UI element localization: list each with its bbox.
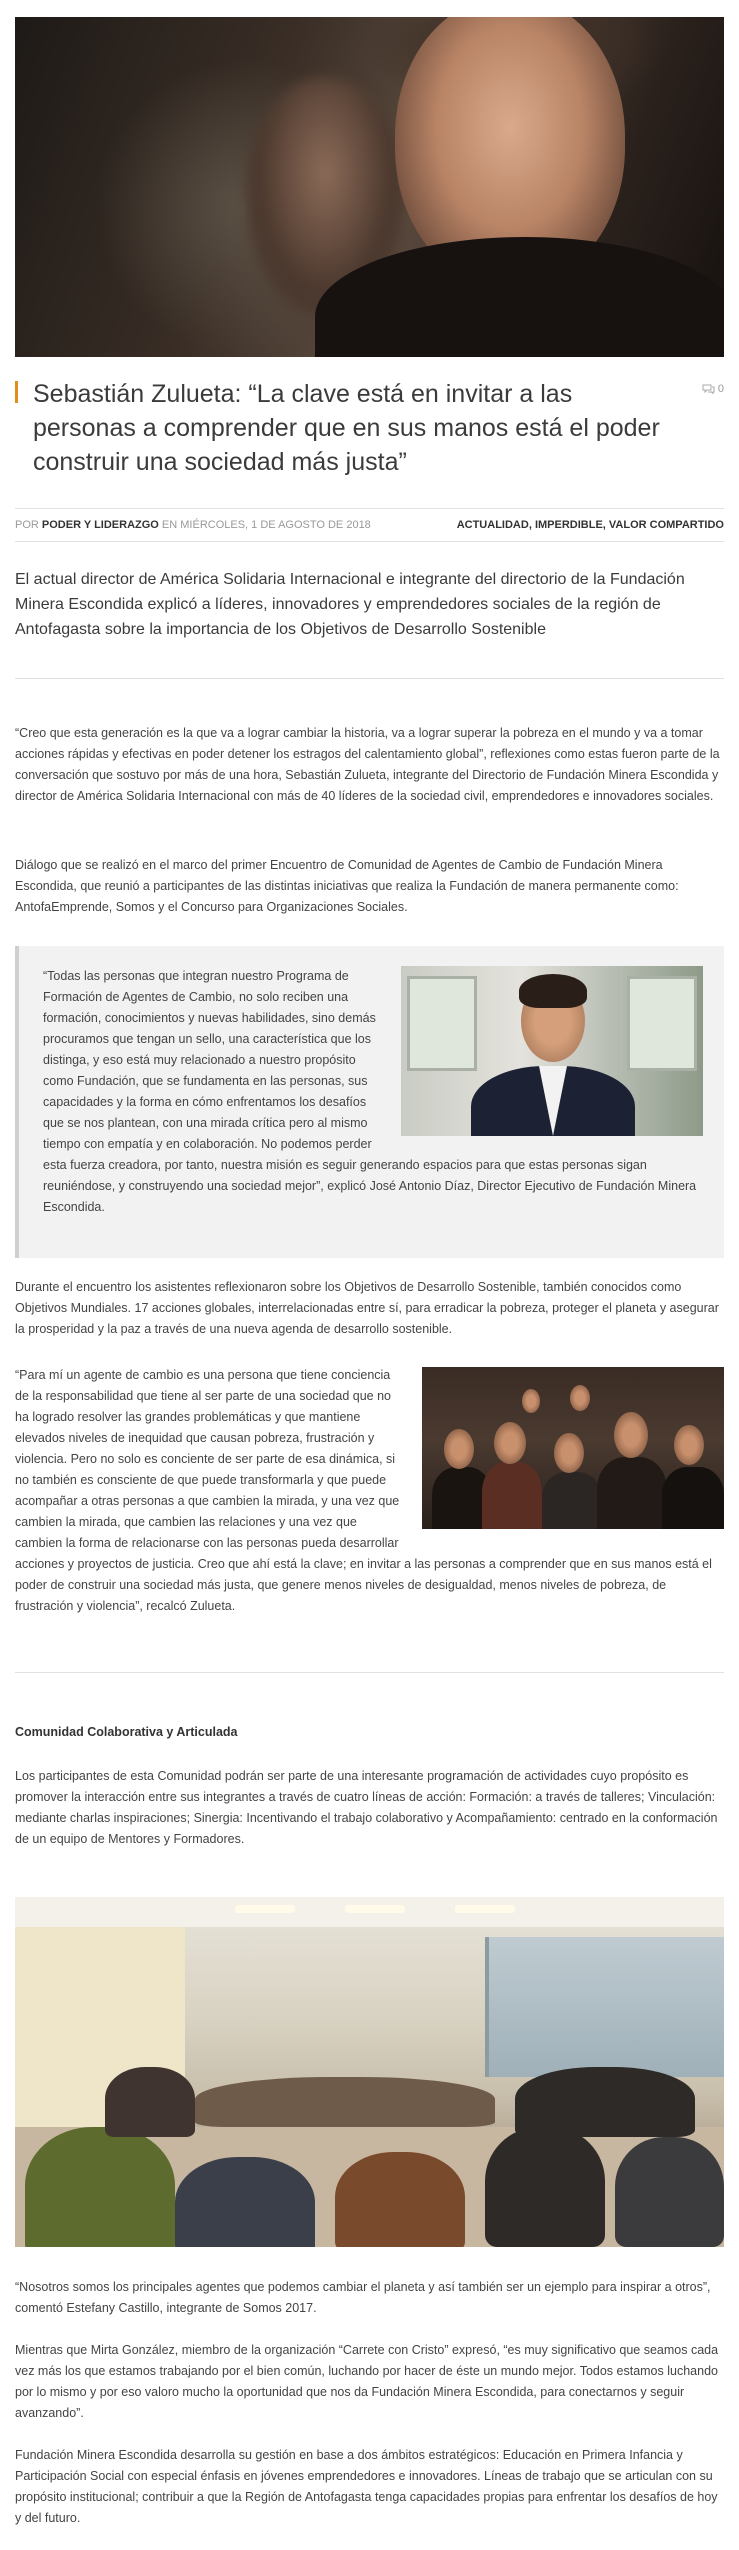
author-link[interactable]: PODER Y LIDERAZGO	[41, 519, 159, 531]
category-link[interactable]: IMPERDIBLE	[534, 519, 603, 531]
hero-photo	[15, 17, 724, 357]
comments-link[interactable]	[702, 383, 724, 395]
paragraph: Durante el encuentro los asistentes reflexionaron sobre los Objetivos de Desarrollo Sostenible, también conocidos como Objetivos Mundiales. 17 acciones globales, interrelacionadas entre sí, para erradicar la pobreza, proteger el planeta y asegurar la prosperidad y la paz a través de una nueva agenda de desarrollo sostenible.	[15, 1280, 719, 1336]
title-accent-bar	[15, 381, 18, 403]
director-photo	[401, 966, 703, 1136]
publish-date: MIÉRCOLES, 1 DE AGOSTO DE 2018	[180, 519, 371, 531]
paragraph: Los participantes de esta Comunidad podrán ser parte de una interesante programación de actividades cuyo propósito es promover la interacción entre sus integrantes a través de cuatro líneas de acción: Formación: a través de talleres; Vinculación: mediante charlas inspiraciones; Sinergia: Incentivando el trabajo colaborativo y Acompañamiento: centrado en la conformación de un equipo de Mentores y Formadores.	[15, 1769, 718, 1846]
quote-text: “Todas las personas que integran nuestro Programa de Formación de Agentes de Cambio, no solo reciben una formación, conocimientos y nuevas habilidades, sino demás procuramos que tengan un sello, una característica que los distinga, y eso está muy relacionado a nuestro propósito como Fundación, que se fundamenta en las personas, sus capacidades y la forma en cómo enfrentamos los desafíos que se nos plantean, con una mirada crítica pero al mismo tiempo con empatía y en colaboración. No podemos perder esta fuerza creadora, por tanto, nuestra misión es seguir generando espacios para que estas personas sigan reuniéndose, y construyendo una sociedad mejor”, explicó José Antonio Díaz, Director Ejecutivo de Fundación Minera Escondida.	[43, 969, 697, 1214]
byline	[15, 519, 371, 531]
blockquote	[15, 946, 724, 1258]
comments-count: 0	[717, 383, 724, 395]
paragraph: “Creo que esta generación es la que va a lograr cambiar la historia, va a lograr superar la pobreza en el mundo y va a tomar acciones rápidas y efectivas en poder detener los estragos del calentamiento global”, reflexiones como estas fueron parte de la conversación que sostuvo por más de una hora, Sebastián Zulueta, integrante del Directorio de Fundación Minera Escondida y director de América Solidaria Internacional con más de 40 líderes de la sociedad civil, emprendedores e innovadores sociales.	[15, 726, 720, 803]
section-heading: Comunidad Colaborativa y Articulada	[15, 1725, 238, 1739]
on-label: EN	[161, 519, 178, 531]
divider	[15, 1672, 724, 1673]
quote-paragraph	[15, 1365, 724, 1617]
workshop-photo	[15, 1897, 724, 2247]
paragraph: “Nosotros somos los principales agentes que podemos cambiar el planeta y así también ser un ejemplo para inspirar a otros”, comentó Estefany Castillo, integrante de Somos 2017.	[15, 2280, 711, 2315]
category-link[interactable]: ACTUALIDAD	[456, 519, 529, 531]
group-photo	[422, 1367, 724, 1529]
paragraph: Diálogo que se realizó en el marco del primer Encuentro de Comunidad de Agentes de Cambio de Fundación Minera Escondida, que reunió a participantes de las distintas iniciativas que realiza la Fundación de manera permanente como: AntofaEmprende, Somos y el Concurso para Organizaciones Sociales.	[15, 858, 679, 914]
by-label: POR	[15, 519, 39, 531]
article-header	[15, 377, 724, 479]
paragraph: Fundación Minera Escondida desarrolla su gestión en base a dos ámbitos estratégicos: Educación en Primera Infancia y Participación Social con especial énfasis en jóvenes emprendedores e innovadores. Líneas de trabajo que se articulan con su propósito institucional; contribuir a que la Región de Antofagasta tenga capacidades propias para enfrentar los desafíos de hoy y del futuro.	[15, 2448, 718, 2525]
category-list: ACTUALIDAD, IMPERDIBLE, VALOR COMPARTIDO	[456, 519, 724, 531]
quote-text: “Para mí un agente de cambio es una persona que tiene conciencia de la responsabilidad que tiene al ser parte de una sociedad que no ha logrado resolver las grandes problemáticas y que mantiene elevados niveles de inequidad que causan pobreza, frustración y violencia. Pero no solo es conciente de ser parte de esa dinámica, si no también es consciente de que puede transformarla y que puede acompañar a otras personas a que cambien la mirada, y una vez que cambien la mirada, que cambien las relaciones y una vez que cambien la forma de relacionarse con las personas pueda desarrollar acciones y proyectos de justicia. Creo que ahí está la clave; en invitar a las personas a comprender que en sus manos está el poder de construir una sociedad más justa, que genere menos niveles de desigualdad, menos niveles de pobreza, de frustración y violencia”, recalcó Zulueta.	[15, 1368, 712, 1613]
paragraph: Mientras que Mirta González, miembro de la organización “Carrete con Cristo” expresó, “es muy significativo que seamos cada vez más los que estamos trabajando por el bien común, luchando por hacer de éste un mundo mejor. Todos estamos luchando por lo mismo y por eso valoro mucho la oportunidad que nos da Fundación Minera Escondida, para conectarnos y seguir avanzando”.	[15, 2343, 719, 2420]
article-title: Sebastián Zulueta: “La clave está en invitar a las personas a comprender que en sus manos está el poder construir una sociedad más justa”	[33, 380, 660, 476]
comment-bubble-icon	[702, 384, 715, 394]
article-lead: El actual director de América Solidaria Internacional e integrante del directorio de la Fundación Minera Escondida explicó a líderes, innovadores y emprendedores sociales de la región de Antofagasta sobre la importancia de los Objetivos de Desarrollo Sostenible	[15, 571, 685, 638]
category-link[interactable]: VALOR COMPARTIDO	[608, 519, 724, 531]
divider	[15, 678, 724, 679]
article-meta	[15, 508, 724, 542]
